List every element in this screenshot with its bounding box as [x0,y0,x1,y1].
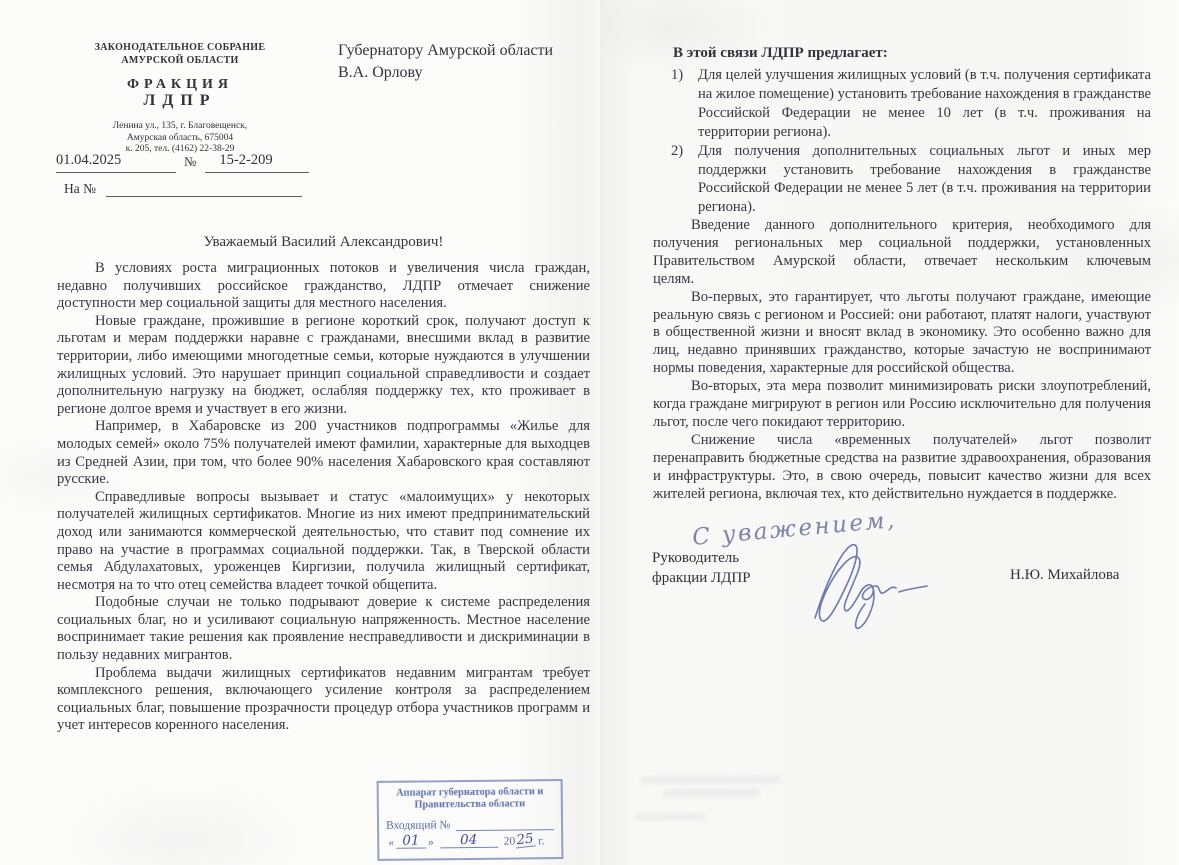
signer-title-line1: Руководитель [652,550,740,566]
handwritten-closing: С уважением, [691,507,898,551]
paragraph: Справедливые вопросы вызывает и статус «малоимущих» у некоторых получателей жилищных сертификатов. Многие из них имеют предпринимательский доход или занимаются коммерческой деятельностью, что ставит под сомнение их право на участие в программах социальной поддержки. Так, в Тверской области семья Абдулахатовых, уроженцев Киргизии, получила жилищный сертификат, несмотря на то что отец семейства владеет точкой общепита. [57,488,590,593]
paragraph: Подобные случаи не только подрывают доверие к системе распределения социальных благ, но и усиливают социальную напряженность. Местное население воспринимает такие решения как проявление несправедливости и дискриминации в пользу недавних мигрантов. [57,594,590,664]
handwritten-signature [805,540,940,635]
letter-body-page2 [653,217,1151,504]
outgoing-date: 01.04.2025 [56,152,176,173]
stamp-org-line2: Правительства области [414,798,526,811]
stamp-incoming-label: Входящий № [385,819,451,832]
stamp-year-prefix: 20 [503,835,516,848]
paragraph: Например, в Хабаровске из 200 участников подпрограммы «Жилье для молодых семей» около 75% получателей имеют фамилии, характерные для выходцев из Средней Азии, при том, что более 90% населения Хабаровского края составляют русские. [57,418,590,488]
signer-title-line2: фракции ЛДПР [652,570,751,586]
outgoing-number: 15-2-209 [205,152,309,173]
list-item-text: Для получения дополнительных социальных льгот и иных мер поддержки установить требование нахождения в гражданстве Российской Федерации не менее 5 лет (в т.ч. проживания на территории региона). [698,142,1151,216]
stamp-quote-close: » [427,836,434,849]
list-item-text: Для целей улучшения жилищных условий (в т.ч. получения сертификата на жилое помещение) установить требование нахождения в гражданстве Российской Федерации не менее 10 лет (в т.ч. проживания на территории региона). [698,67,1152,140]
letterhead [58,42,302,156]
recipient-title: Губернатору Амурской области [338,42,554,59]
letter-page-2 [600,0,1179,865]
faction-title: ФРАКЦИЯ [127,77,233,92]
paragraph: Во-первых, это гарантирует, что льготы получают граждане, имеющие реальную связь с регионом и Россией: они работают, платят налоги, участвуют в общественной жизни и вносят вклад в экономику. Это особенно важно для лиц, недавно принявших гражданство, которые зачастую не воспринимают нормы поведения, характерные для российской общества. [653,288,1151,377]
letter-body-page1 [57,260,590,735]
faction-name: ЛДПР [143,92,217,109]
registration-row [56,152,309,173]
signature-stroke-icon [805,540,940,635]
stamp-year-suffix-label: г. [538,835,545,848]
salutation: Уважаемый Василий Александрович! [203,234,444,250]
recipient-name: В.А. Орлову [338,63,423,81]
paragraph: В условиях роста миграционных потоков и увеличения числа граждан, недавно получивших российское гражданство, ЛДПР отмечает снижение доступности мер социальной защиты для местного населения. [57,260,590,312]
incoming-registration-stamp [377,779,564,861]
proposals-heading: В этой связи ЛДПР предлагает: [673,45,888,61]
paragraph: Введение данного дополнительного критерия, необходимого для получения региональных мер социальной поддержки, установленных Правительством Амурской области, отвечает нескольким ключевым целям. [653,217,1151,287]
org-name-line2: АМУРСКОЙ ОБЛАСТИ [121,54,239,66]
stamp-quote-open: « [388,836,395,849]
stamp-handwritten-day: 01 [396,834,426,848]
list-item-number: 2) [671,142,684,159]
paragraph: Во-вторых, эта мера позволит минимизировать риски злоупотреблений, когда граждане мигрируют в регион или Россию исключительно для получения льгот, после чего покидают территорию. [653,378,1151,430]
org-name-line1: ЗАКОНОДАТЕЛЬНОЕ СОБРАНИЕ [94,42,266,53]
address-line1: Ленина ул., 135, г. Благовещенск, [112,121,248,131]
reply-to-label: На № [64,181,96,196]
stamp-incoming-blank-line [456,817,554,831]
signer-name: Н.Ю. Михайлова [1010,567,1120,583]
stamp-date-row [386,830,554,849]
address-line2: Амурская область, 675004 [126,132,234,143]
stamp-org-line1: Аппарат губернатора области и [396,786,544,799]
reply-to-row [64,181,302,197]
stamp-handwritten-month: 04 [440,834,498,849]
paragraph: Снижение числа «временных получателей» льгот позволит перенаправить бюджетные средства на развитие здравоохранения, образования и инфраструктуры. Это, в свою очередь, повысит качество жизни для всех жителей региона, включая тех, кто действительно нуждается в поддержке. [653,431,1151,502]
recipient-block [338,40,553,83]
reply-to-blank-line [106,181,302,197]
address-line3: к. 205, тел. (4162) 22-38-29 [125,144,235,154]
stamp-handwritten-year: 25 [515,830,535,849]
list-item-number: 1) [671,67,684,83]
list-item [671,66,1151,142]
number-sign: № [184,154,197,169]
list-item [671,142,1151,218]
paragraph: Новые граждане, прожившие в регионе короткий срок, получают доступ к льготам и мерам поддержки наравне с гражданами, внесшими вклад в развитие территории, либо имеющими многодетные семьи, которые нуждаются в улучшении жилищных условий. Это нарушает принцип социальной справедливости и создает дополнительную нагрузку на бюджет, ослабляя поддержку тех, кто проживает в регионе долгое время и участвует в его жизни. [57,312,590,417]
stamp-bleed-through [625,771,798,836]
paragraph: Проблема выдачи жилищных сертификатов недавним мигрантам требует комплексного решения, включающего усиление контроля за распределением социальных благ, повышение прозрачности процедур отбора участников программ и учет интересов коренного населения. [57,664,590,734]
signer-title [652,548,751,588]
proposals-list [671,66,1151,217]
